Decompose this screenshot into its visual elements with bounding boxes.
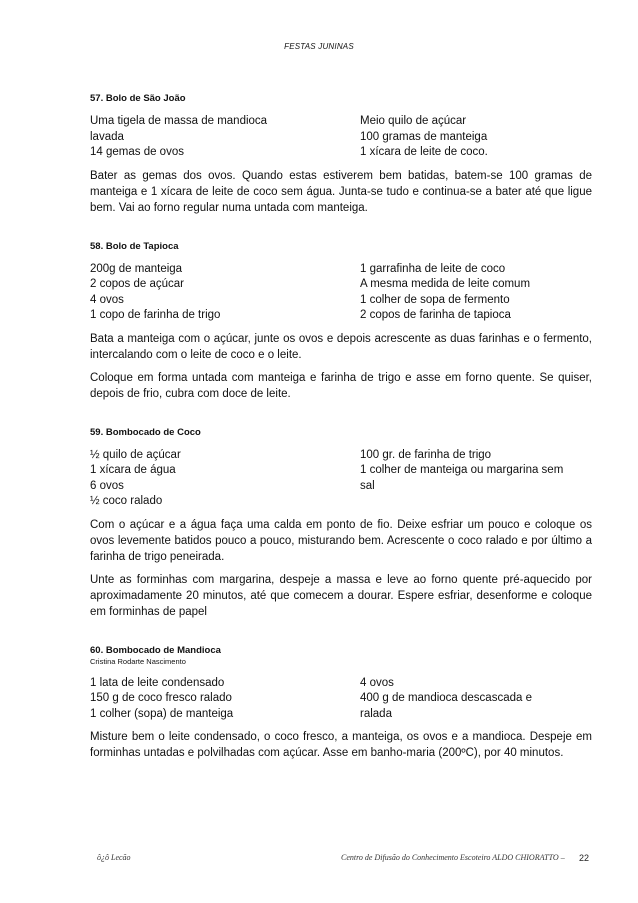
page-footer [0, 853, 638, 867]
ingredients [90, 262, 592, 324]
recipe-title: 57. Bolo de São João [90, 93, 186, 104]
ingredient: A mesma medida de leite comum [360, 278, 531, 290]
ingredient: ralada [360, 707, 392, 720]
footer-left-text: ô¿ô Lecão [97, 853, 131, 862]
recipe-author: Cristina Rodarte Nascimento [90, 656, 186, 666]
ingredient: 4 ovos [360, 676, 394, 689]
ingredients-right [360, 114, 592, 161]
ingredients [90, 448, 592, 510]
ingredient: 1 garrafinha de leite de coco [360, 262, 506, 275]
ingredient: 2 copos de farinha de tapioca [360, 309, 511, 321]
ingredient: 6 ovos [90, 479, 124, 492]
ingredient: 200g de manteiga [90, 262, 183, 275]
instructions: Coloque em forma untada com manteiga e farinha de trigo e asse em forno quente. Se quiser, depois de frio, cubra com doce de leite. [90, 371, 592, 400]
recipe-57 [90, 93, 592, 216]
ingredient: 1 xícara de leite de coco. [360, 146, 488, 158]
recipe-title: 60. Bombocado de Mandioca [90, 644, 221, 656]
ingredient: 2 copos de açúcar [90, 278, 184, 290]
ingredients-right [360, 676, 592, 723]
recipe-58 [90, 241, 592, 402]
ingredient: 100 gr. de farinha de trigo [360, 448, 492, 461]
recipe-title: 58. Bolo de Tapioca [90, 240, 179, 252]
ingredient: 150 g de coco fresco ralado [90, 692, 232, 704]
instructions: Misture bem o leite condensado, o coco fresco, a manteiga, os ovos e a mandioca. Despeje em forminhas untadas e polvilhadas com açúcar. Asse em banho-maria (200ºC), por 40 minutos. [90, 731, 592, 759]
footer-center-text: Centro de Difusão do Conhecimento Escoteiro ALDO CHIORATTO – [341, 853, 565, 862]
ingredient: Uma tigela de massa de mandioca [90, 115, 268, 127]
ingredient: ½ quilo de açúcar [90, 448, 181, 461]
ingredient: ½ coco ralado [90, 495, 163, 507]
ingredients-left [90, 114, 360, 161]
page-number: 22 [579, 853, 590, 863]
recipes-content [90, 93, 592, 761]
ingredients [90, 676, 592, 723]
ingredient: 1 copo de farinha de trigo [90, 309, 221, 321]
ingredients-left [90, 448, 360, 510]
recipe-59 [90, 427, 592, 620]
ingredient: sal [360, 479, 375, 492]
ingredient: 1 lata de leite condensado [90, 676, 225, 689]
ingredients-left [90, 676, 360, 723]
ingredient: 100 gramas de manteiga [360, 130, 488, 143]
instructions: Bata a manteiga com o açúcar, junte os ovos e depois acrescente as duas farinhas e o fermento, intercalando com o leite de coco e o leite. [90, 332, 592, 361]
instructions: Bater as gemas dos ovos. Quando estas estiverem bem batidas, batem-se 100 gramas de manteiga e 1 xícara de leite de coco sem água. Junta-se tudo e continua-se a bater até que ligue bem. Vai ao forno regular numa untada com manteiga. [90, 169, 592, 214]
ingredients-right [360, 262, 592, 324]
ingredients-left [90, 262, 360, 324]
ingredient: 1 colher de manteiga ou margarina sem [360, 464, 564, 476]
ingredient: 400 g de mandioca descascada e [360, 692, 532, 704]
ingredients [90, 114, 592, 161]
ingredient: 1 xícara de água [90, 464, 176, 476]
ingredient: Meio quilo de açúcar [360, 115, 467, 127]
recipe-title: 59. Bombocado de Coco [90, 426, 201, 438]
ingredient: 14 gemas de ovos [90, 146, 184, 158]
ingredients-right [360, 448, 592, 510]
instructions: Com o açúcar e a água faça uma calda em ponto de fio. Deixe esfriar um pouco e coloque os ovos levemente batidos pouco a pouco, misturando bem. Acrescente o coco ralado e por último a farinha de trigo peneirada. [90, 518, 592, 563]
ingredient: 4 ovos [90, 293, 124, 306]
ingredient: 1 colher (sopa) de manteiga [90, 707, 234, 720]
instructions: Unte as forminhas com margarina, despeje a massa e leve ao forno quente pré-aquecido por aproximadamente 20 minutos, até que comecem a dourar. Espere esfriar, desenforme e coloque em forminhas de papel [90, 573, 592, 618]
ingredient: lavada [90, 130, 124, 143]
recipe-60 [90, 645, 592, 762]
page-header: FESTAS JUNINAS [284, 42, 354, 51]
ingredient: 1 colher de sopa de fermento [360, 293, 510, 306]
